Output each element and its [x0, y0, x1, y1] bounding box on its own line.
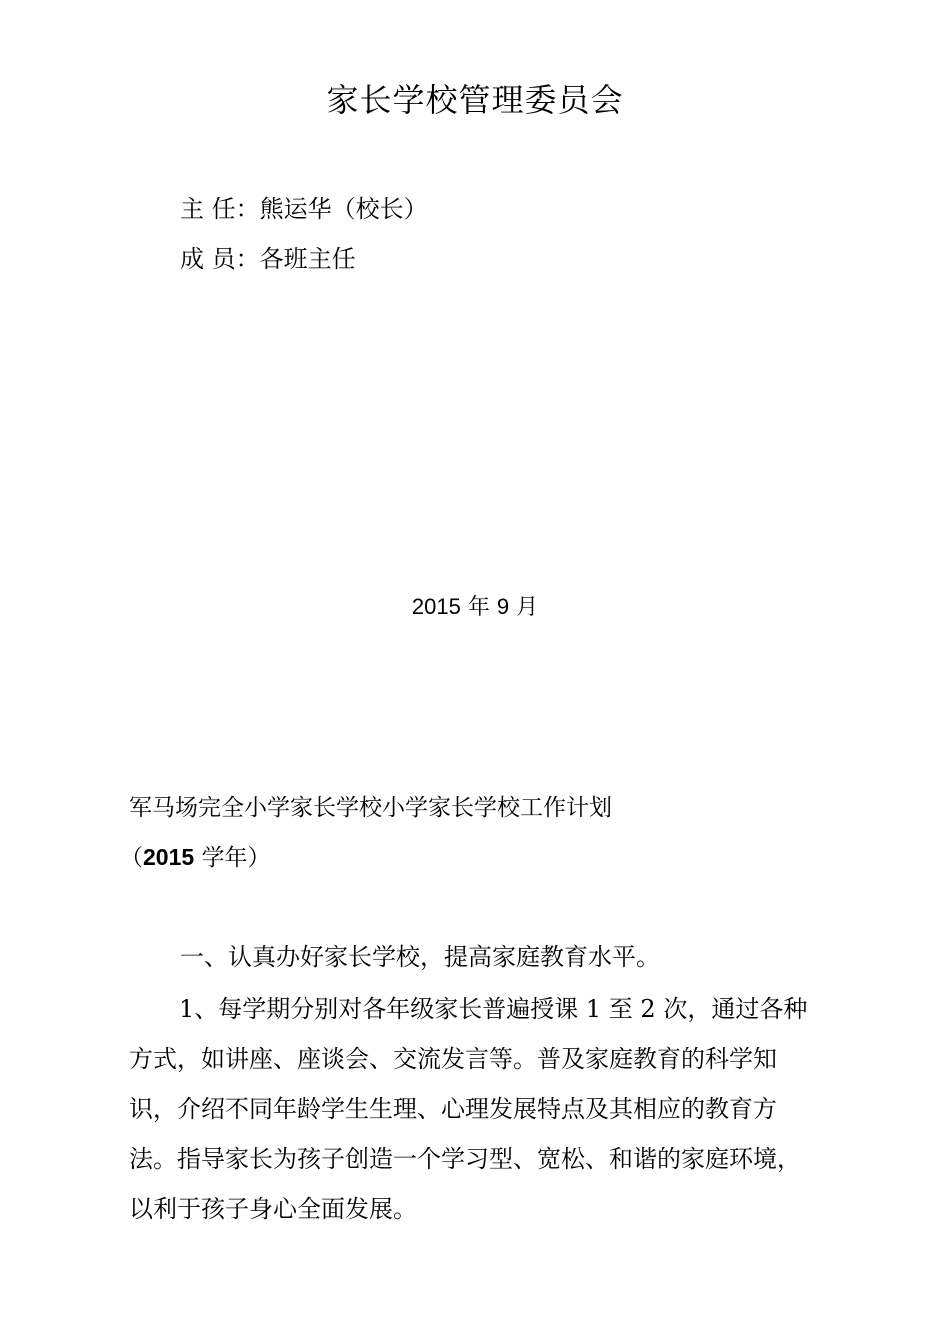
paragraph-line: 法。指导家长为孩子创造一个学习型、宽松、和谐的家庭环境，	[129, 1145, 801, 1173]
members-label: 成 员：	[180, 245, 260, 273]
paragraph-line: 1、每学期分别对各年级家长普遍授课 1 至 2 次，通过各种	[179, 995, 808, 1023]
paragraph-line: 识，介绍不同年龄学生生理、心理发展特点及其相应的教育方	[129, 1095, 777, 1123]
plan-year-open: （	[120, 845, 143, 871]
paragraph-line: 方式，如讲座、座谈会、交流发言等。普及家庭教育的科学知	[129, 1045, 777, 1073]
director-label: 主 任：	[180, 195, 260, 223]
document-date	[0, 592, 950, 623]
date-month: 9	[496, 594, 510, 619]
paragraph-line: 以利于孩子身心全面发展。	[129, 1195, 417, 1223]
members-value: 各班主任	[259, 245, 356, 273]
date-year-suffix: 年	[460, 595, 497, 620]
section-heading: 一、认真办好家长学校，提高家庭教育水平。	[180, 943, 660, 971]
date-month-suffix: 月	[509, 595, 539, 620]
plan-year-number: 2015	[143, 844, 195, 870]
page-title: 家长学校管理委员会	[326, 81, 624, 119]
committee-director-row	[180, 193, 428, 225]
director-value: 熊运华（校长）	[259, 195, 428, 223]
date-year: 2015	[411, 594, 461, 619]
plan-year	[120, 841, 270, 874]
committee-members-row	[180, 243, 356, 275]
plan-title: 军马场完全小学家长学校小学家长学校工作计划	[129, 795, 612, 821]
plan-year-close: 学年）	[194, 845, 271, 871]
body-paragraph	[129, 984, 829, 1234]
